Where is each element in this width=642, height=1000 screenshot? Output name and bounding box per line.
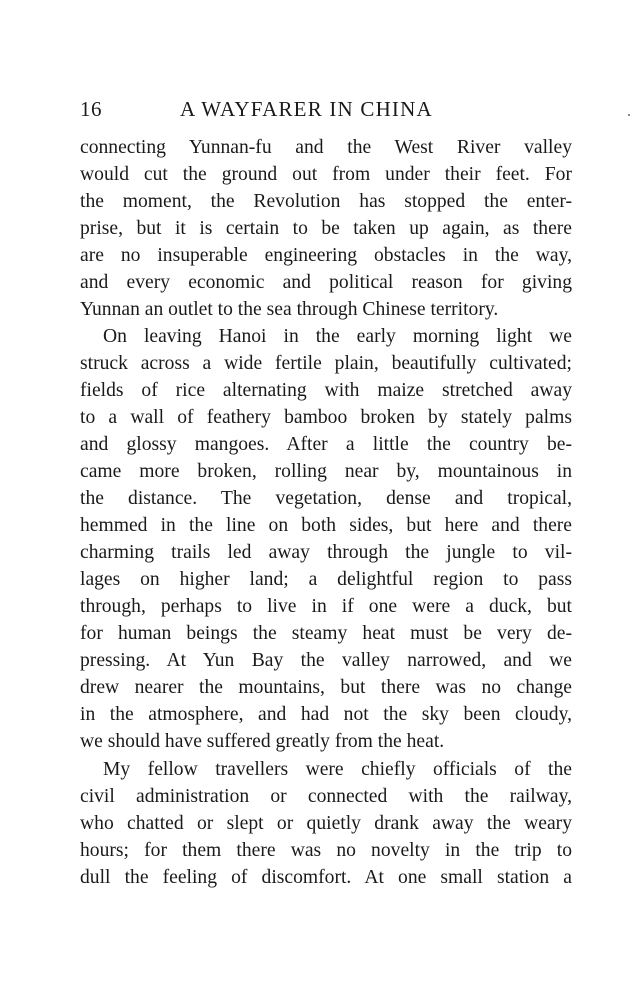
text-line: Yunnan an outlet to the sea through Chinese territory. [80, 299, 499, 320]
text-line: are no insuperable engineering obstacles in the way, [80, 245, 572, 266]
text-line: and glossy mangoes. After a little the country be- [80, 434, 572, 455]
text-line: pressing. At Yun Bay the valley narrowed, and we [80, 650, 572, 671]
text-line: prise, but it is certain to be taken up again, as there [80, 218, 572, 239]
text-line: On leaving Hanoi in the early morning light we [103, 326, 572, 347]
text-line: would cut the ground out from under their feet. For [80, 164, 572, 185]
text-line: hours; for them there was no novelty in the trip to [80, 840, 572, 861]
text-line: connecting Yunnan-fu and the West River valley [80, 137, 572, 158]
page-number: 16 [80, 97, 102, 121]
text-line: charming trails led away through the jungle to vil- [80, 542, 572, 563]
text-line: drew nearer the mountains, but there was no change [80, 677, 572, 698]
running-title: A WAYFARER IN CHINA [180, 97, 433, 121]
text-line: My fellow travellers were chiefly officials of the [103, 759, 572, 780]
text-line: and every economic and political reason for giving [80, 272, 572, 293]
text-line: we should have suffered greatly from the heat. [80, 731, 445, 752]
running-head [80, 97, 572, 127]
text-line: civil administration or connected with the railway, [80, 786, 572, 807]
text-line: through, perhaps to live in if one were a duck, but [80, 596, 572, 617]
text-line: hemmed in the line on both sides, but here and there [80, 515, 572, 536]
text-line: for human beings the steamy heat must be very de- [80, 623, 572, 644]
text-line: lages on higher land; a delightful region to pass [80, 569, 572, 590]
page-speck [628, 114, 630, 116]
text-line: came more broken, rolling near by, mountainous in [80, 461, 572, 482]
text-line: fields of rice alternating with maize stretched away [80, 380, 572, 401]
text-line: in the atmosphere, and had not the sky been cloudy, [80, 704, 572, 725]
text-line: to a wall of feathery bamboo broken by stately palms [80, 407, 572, 428]
text-line: who chatted or slept or quietly drank away the weary [80, 813, 572, 834]
text-line: struck across a wide fertile plain, beautifully cultivated; [80, 353, 572, 374]
text-line: the moment, the Revolution has stopped the enter- [80, 191, 572, 212]
text-line: dull the feeling of discomfort. At one small station a [80, 867, 572, 888]
text-line: the distance. The vegetation, dense and tropical, [80, 488, 572, 509]
